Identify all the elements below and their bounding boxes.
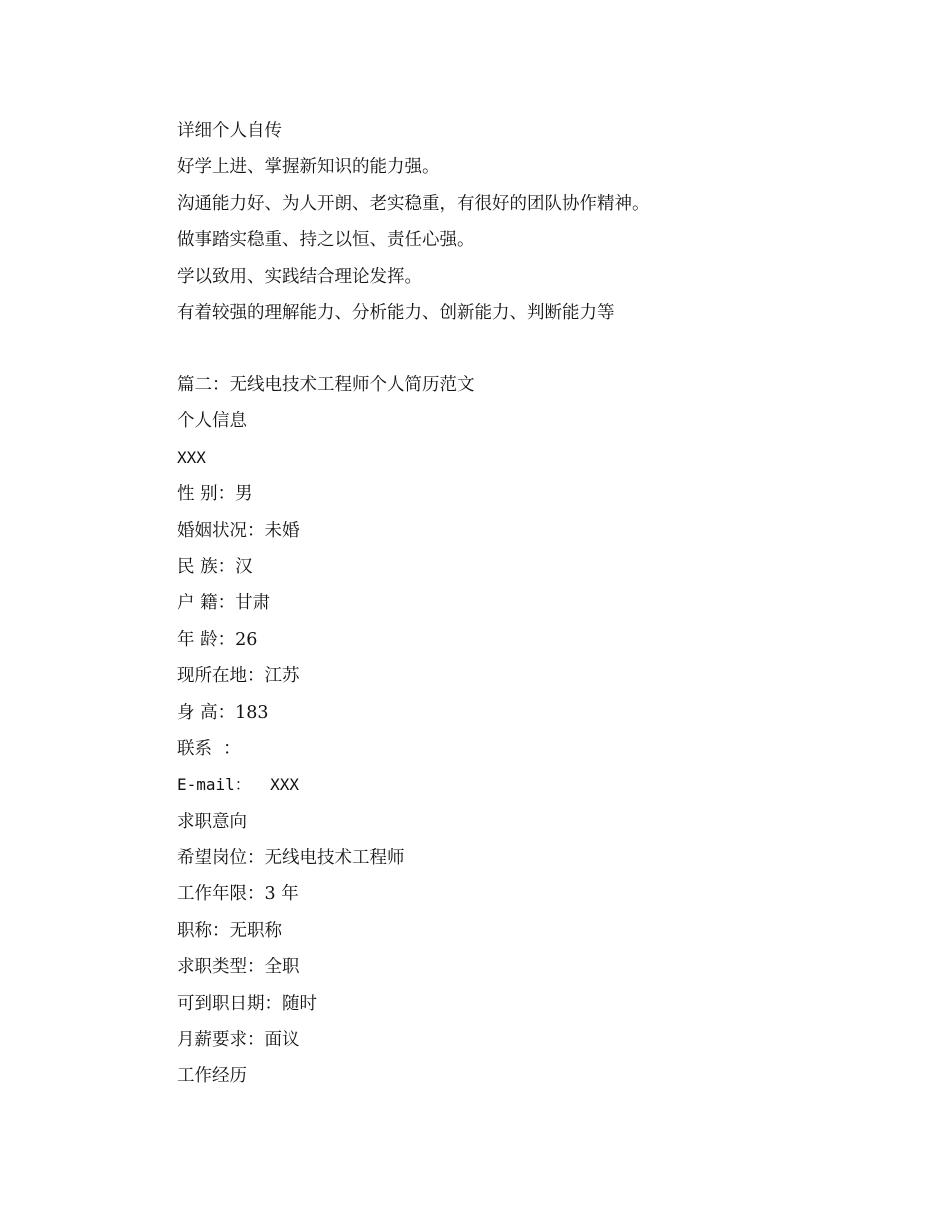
work-years-field: 工作年限：3 年	[177, 884, 299, 905]
section-heading: 详细个人自传	[177, 121, 282, 141]
name-field: XXX	[177, 447, 206, 467]
text-line: 好学上进、掌握新知识的能力强。	[177, 157, 440, 178]
autobiography-section	[177, 113, 897, 331]
personal-info-heading: 个人信息	[177, 411, 247, 432]
job-intention-heading: 求职意向	[177, 811, 247, 832]
age-field: 年 龄：26	[177, 629, 258, 650]
salary-field: 月薪要求：面议	[177, 1030, 300, 1051]
text-line: 学以致用、实践结合理论发挥。	[177, 266, 422, 287]
desired-position-field: 希望岗位：无线电技术工程师	[177, 848, 405, 869]
job-type-field: 求职类型：全职	[177, 957, 300, 978]
ethnicity-field: 民 族：汉	[177, 556, 253, 577]
gender-field: 性 别：男	[177, 484, 253, 505]
availability-field: 可到职日期：随时	[177, 993, 317, 1014]
text-line: 有着较强的理解能力、分析能力、创新能力、判断能力等	[177, 302, 615, 323]
hukou-field: 户 籍：甘肃	[177, 593, 271, 614]
work-history-heading: 工作经历	[177, 1066, 247, 1087]
text-line: 做事踏实稳重、持之以恒、责任心强。	[177, 230, 475, 251]
resume-section	[177, 367, 897, 1095]
professional-title-field: 职称：无职称	[177, 920, 282, 941]
text-line: 沟通能力好、为人开朗、老实稳重，有很好的团队协作精神。	[177, 193, 650, 214]
marital-status-field: 婚姻状况：未婚	[177, 520, 300, 541]
email-field: E-mail： XXX	[177, 775, 299, 795]
location-field: 现所在地：江苏	[177, 666, 300, 687]
height-field: 身 高：183	[177, 702, 269, 723]
section-title: 篇二：无线电技术工程师个人简历范文	[177, 375, 475, 395]
contact-field: 联系 ：	[177, 738, 241, 759]
